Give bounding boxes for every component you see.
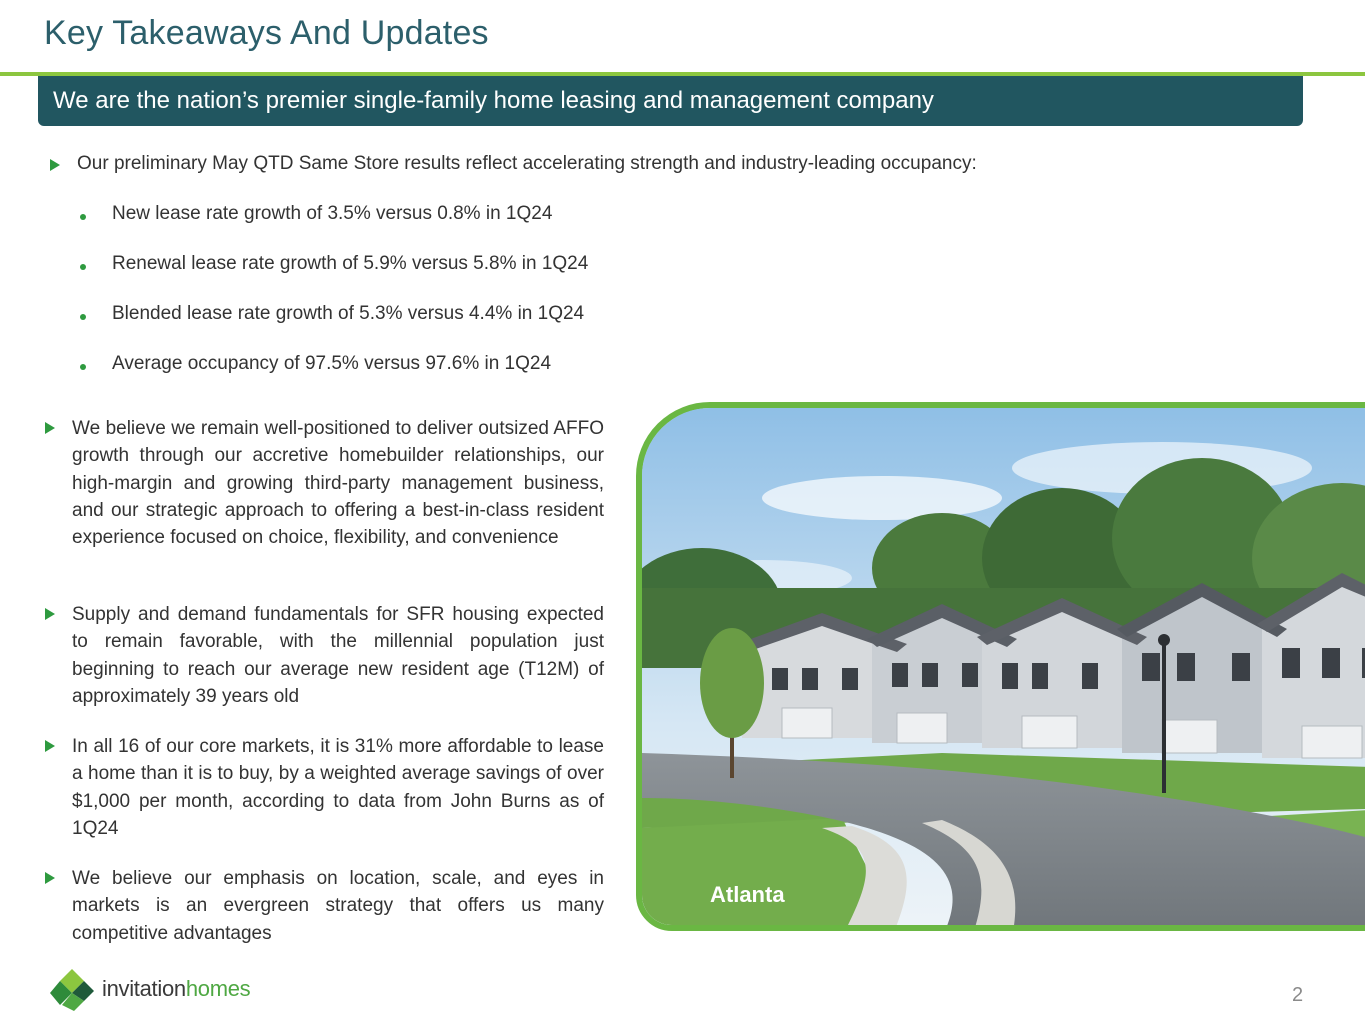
triangle-bullet-icon (45, 608, 55, 620)
dot-bullet-icon (80, 364, 86, 370)
intro-bullet: Average occupancy of 97.5% versus 97.6% in 1Q24 (112, 353, 552, 374)
intro-bullet: New lease rate growth of 3.5% versus 0.8% in 1Q24 (112, 203, 553, 224)
triangle-bullet-icon (45, 422, 55, 434)
point-paragraph: Supply and demand fundamentals for SFR housing expected to remain favorable, with the millennial population just beginning to reach our average new resident age (T12M) of approximately 39 years old (72, 604, 604, 707)
point-paragraph: We believe we remain well-positioned to deliver outsized AFFO growth through our accretive homebuilder relationships, our high-margin and growing third-party management business, and our strategic approach to offering a best-in-class resident experience focused on choice, flexibility, and convenience (72, 418, 604, 549)
intro-bullet: Renewal lease rate growth of 5.9% versus 5.8% in 1Q24 (112, 253, 589, 274)
triangle-bullet-icon (45, 740, 55, 752)
community-photo (636, 402, 1365, 931)
wordmark-homes: homes (185, 976, 251, 1001)
headline-banner (38, 76, 1303, 126)
intro-lead: Our preliminary May QTD Same Store results reflect accelerating strength and industry-leading occupancy: (77, 153, 977, 174)
wordmark-invitation: invitation (102, 976, 186, 1001)
intro-bullet: Blended lease rate growth of 5.3% versus 4.4% in 1Q24 (112, 303, 585, 324)
triangle-bullet-icon (50, 159, 60, 171)
dot-bullet-icon (80, 314, 86, 320)
photo-location-label: Atlanta (710, 882, 785, 907)
triangle-bullet-icon (45, 872, 55, 884)
banner-text: We are the nation’s premier single-family home leasing and management company (53, 87, 934, 114)
point-paragraph: In all 16 of our core markets, it is 31% more affordable to lease a home than it is to buy, by a weighted average savings of over $1,000 per month, according to data from John Burns as of 1Q24 (72, 736, 604, 839)
townhomes-illustration (642, 408, 1365, 931)
company-wordmark (102, 976, 250, 1002)
dot-bullet-icon (80, 264, 86, 270)
page-number: 2 (1292, 984, 1304, 1006)
slide-title: Key Takeaways And Updates (44, 14, 489, 52)
invitation-homes-logo-icon (50, 967, 94, 1011)
point-paragraph: We believe our emphasis on location, scale, and eyes in markets is an evergreen strategy that offers us many competitive advantages (72, 868, 604, 944)
dot-bullet-icon (80, 214, 86, 220)
